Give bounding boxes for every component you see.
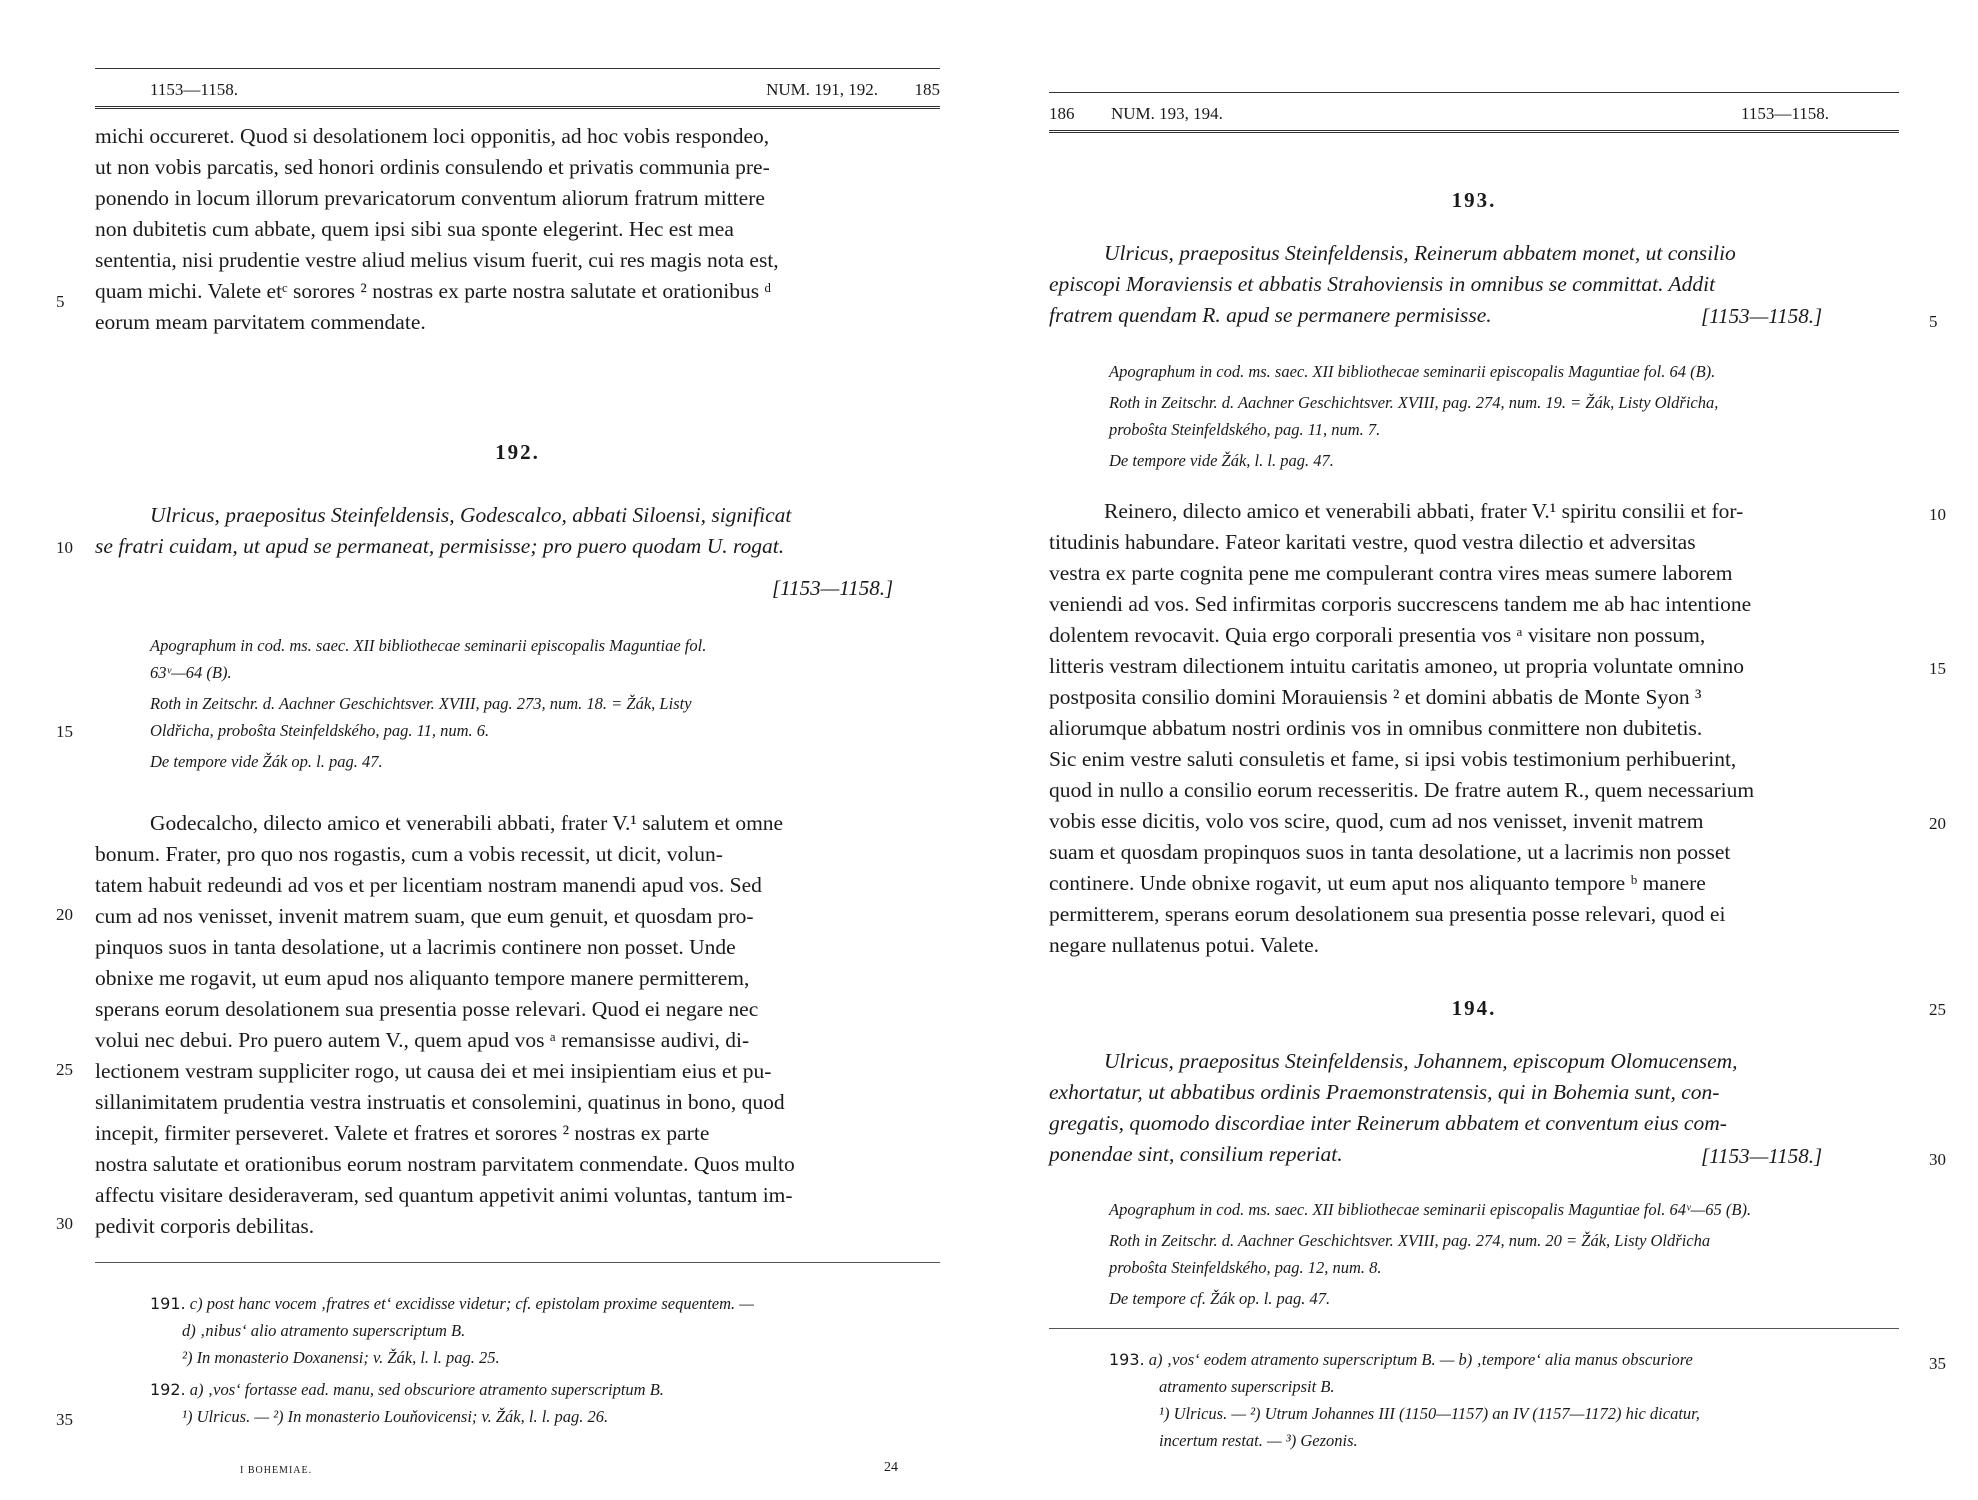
line-number: 25 (1929, 1000, 1946, 1019)
summary-line: Ulricus, praepositus Steinfeldensis, Johannem, episcopum Olomucensem, (1104, 1049, 1738, 1073)
body-line: permitterem, sperans eorum desolationem sua presentia posse relevari, quod ei (1049, 902, 1726, 926)
footnote-line: c) post hanc vocem ‚fratres et‘ excidisse videtur; cf. epistolam proxime sequentem. — (189, 1294, 754, 1313)
footnote-cont (150, 1317, 940, 1371)
body-line: cum ad nos venisset, invenit matrem suam, que eum genuit, et quosdam pro- (95, 904, 754, 928)
body-line: litteris vestram dilectionem intuitu caritatis amoneo, ut propria voluntate omnino (1049, 654, 1745, 678)
footnote-rule (95, 1262, 940, 1263)
footnote-number: 191. (150, 1294, 186, 1313)
body-line: sillanimitatem prudentia vestra instruatis et consolemini, quatinus in bono, quod (95, 1090, 785, 1114)
text-line: ut non vobis parcatis, sed honori ordinis consulendo et privatis communia pre- (95, 155, 770, 179)
line-number: 30 (1929, 1150, 1946, 1169)
body-line: continere. Unde obnixe rogavit, ut eum aput nos aliquanto tempore ᵇ manere (1049, 871, 1706, 895)
body-line: incepit, firmiter perseveret. Valete et fratres et sorores ² nostras ex parte (95, 1121, 710, 1145)
footnote-line: a) ‚vos‘ fortasse ead. manu, sed obscuriore atramento superscriptum B. (189, 1380, 664, 1399)
body-line: sperans eorum desolationem sua presentia posse relevari. Quod ei negare nec (95, 997, 759, 1021)
header-nums: NUM. 193, 194. (1111, 104, 1223, 123)
summary-line: Ulricus, praepositus Steinfeldensis, Godescalco, abbati Siloensi, significat (150, 503, 792, 527)
footnote-line: d) ‚nibus‘ alio atramento superscriptum B. (182, 1321, 466, 1340)
body-line: titudinis habundare. Fateor karitati vestre, quod vestra dilectio et adversitas (1049, 530, 1696, 554)
body-line: pinquos suos in tanta desolatione, ut a lacrimis continere non posset. Unde (95, 935, 736, 959)
body-line: nostra salutate et orationibus eorum nostram parvitatem conmendate. Quos multo (95, 1152, 795, 1176)
letter-number-193: 193. (1451, 188, 1497, 212)
right-page (989, 0, 1978, 1500)
apparatus-line: Apographum in cod. ms. saec. XII bibliothecae seminarii episcopalis Maguntiae fol. 64ᵛ—65 (B). (1109, 1200, 1752, 1219)
apparatus-line: Apographum in cod. ms. saec. XII bibliothecae seminarii episcopalis Maguntiae fol. 64 (B). (1109, 362, 1716, 381)
apparatus-line: Oldřicha, proboŝta Steinfeldského, pag. 11, num. 6. (150, 721, 490, 740)
body-192 (95, 808, 940, 1242)
footnote-number: 193. (1109, 1350, 1145, 1369)
line-number: 5 (56, 292, 65, 311)
body-line: bonum. Frater, pro quo nos rogastis, cum a vobis recessit, ut dicit, volun- (95, 842, 723, 866)
footnote-line: incertum restat. — ³) Gezonis. (1159, 1431, 1358, 1450)
body-193 (1049, 496, 1899, 961)
apparatus-line: De tempore vide Žák op. l. pag. 47. (150, 752, 383, 771)
footnote-rule (1049, 1328, 1899, 1329)
footnote-cont (150, 1403, 940, 1430)
summary-line: gregatis, quomodo discordiae inter Reinerum abbatem et conventum eius com- (1049, 1111, 1727, 1135)
body-line: pedivit corporis debilitas. (95, 1214, 315, 1238)
footnote-line: a) ‚vos‘ eodem atramento superscriptum B. — b) ‚tempore‘ alia manus obscuriore (1148, 1350, 1693, 1369)
apparatus-line: proboŝta Steinfeldského, pag. 12, num. 8. (1109, 1258, 1382, 1277)
header-rule-bottom (1049, 130, 1899, 133)
text-line: sententia, nisi prudentie vestre aliud melius visum fuerit, cui res magis nota est, (95, 248, 779, 272)
text-line: ponendo in locum illorum prevaricatorum conventum aliorum fratrum mittere (95, 186, 765, 210)
body-line: veniendi ad vos. Sed infirmitas corporis succrescens tandem me ab hac intentione (1049, 592, 1752, 616)
line-number: 5 (1929, 312, 1938, 331)
body-line: affectu visitare desideraveram, sed quantum appetivit animi voluntas, tantum im- (95, 1183, 793, 1207)
body-line: quod in nullo a consilio eorum recesseritis. De fratre autem R., quem necessarium (1049, 778, 1755, 802)
letter-number-192: 192. (495, 440, 540, 464)
apparatus-line: Roth in Zeitschr. d. Aachner Geschichtsver. XVIII, pag. 273, num. 18. = Žák, Listy (150, 694, 692, 713)
apparatus-line: De tempore cf. Žák op. l. pag. 47. (1109, 1289, 1331, 1308)
apparatus-line: Roth in Zeitschr. d. Aachner Geschichtsver. XVIII, pag. 274, num. 19. = Žák, Listy Oldřicha, (1109, 393, 1719, 412)
footnote-line: ¹) Ulricus. — ²) Utrum Johannes III (1150—1157) an IV (1157—1172) hic dicatur, (1159, 1404, 1700, 1423)
apparatus-line: De tempore vide Žák, l. l. pag. 47. (1109, 451, 1334, 470)
letter-number-194: 194. (1451, 996, 1497, 1020)
text-line: michi occureret. Quod si desolationem loci opponitis, ad hoc vobis respondeo, (95, 124, 770, 148)
line-number: 15 (56, 722, 73, 741)
line-number: 25 (56, 1060, 73, 1079)
line-number: 30 (56, 1214, 73, 1233)
header-right-group (766, 80, 940, 100)
footnotes-191 (150, 1290, 940, 1371)
summary-line: Ulricus, praepositus Steinfeldensis, Reinerum abbatem monet, ut consilio (1104, 241, 1736, 265)
footnote-cont (1109, 1373, 1899, 1454)
date-192: [1153—1158.] (772, 576, 894, 600)
footnote-line: ²) In monasterio Doxanensi; v. Žák, l. l. pag. 25. (182, 1348, 500, 1367)
header-years: 1153—1158. (1741, 104, 1829, 123)
footnote-number: 192. (150, 1380, 186, 1399)
body-line: dolentem revocavit. Quia ergo corporali presentia vos ᵃ visitare non possum, (1049, 623, 1706, 647)
apparatus-line: Roth in Zeitschr. d. Aachner Geschichtsver. XVIII, pag. 274, num. 20 = Žák, Listy Oldřicha (1109, 1231, 1711, 1250)
text-line: quam michi. Valete etᶜ sorores ² nostras ex parte nostra salutate et orationibus ᵈ (95, 279, 772, 303)
apparatus-line: proboŝta Steinfeldského, pag. 11, num. 7. (1109, 420, 1381, 439)
header-nums: NUM. 191, 192. (766, 80, 878, 99)
apparatus-192 (150, 632, 940, 775)
line-number: 20 (56, 905, 73, 924)
footnote-line: ¹) Ulricus. — ²) In monasterio Louňovicensi; v. Žák, l. l. pag. 26. (182, 1407, 609, 1426)
body-line: postposita consilio domini Morauiensis ² et domini abbatis de Monte Syon ³ (1049, 685, 1702, 709)
header-rule-bottom (95, 106, 940, 109)
line-number: 15 (1929, 659, 1946, 678)
header-rule-top (1049, 92, 1899, 93)
header-rule-top (95, 68, 940, 69)
header-years: 1153—1158. (150, 80, 238, 99)
body-line: tatem habuit redeundi ad vos et per licentiam nostram manendi apud vos. Sed (95, 873, 762, 897)
apparatus-line: 63ᵛ—64 (B). (150, 663, 232, 682)
apparatus-194 (1109, 1196, 1899, 1312)
line-number: 10 (1929, 505, 1946, 524)
line-number: 10 (56, 538, 73, 557)
summary-line: se fratri cuidam, ut apud se permaneat, permisisse; pro puero quodam U. rogat. (95, 534, 785, 558)
body-line: aliorumque abbatum nostri ordinis vos in omnibus conmittere non dubitetis. (1049, 716, 1703, 740)
body-line: Godecalcho, dilecto amico et venerabili abbati, frater V.¹ salutem et omne (150, 811, 784, 835)
apparatus-193 (1109, 358, 1899, 474)
body-line: lectionem vestram suppliciter rogo, ut causa dei et mei insipientiam eius et pu- (95, 1059, 772, 1083)
body-line: obnixe me rogavit, ut eum apud nos aliquanto tempore manere permitterem, (95, 966, 750, 990)
text-line: non dubitetis cum abbate, quem ipsi sibi sua sponte elegerint. Hec est mea (95, 217, 734, 241)
body-line: Sic enim vestre saluti consuletis et fame, si ipsi vobis testimonium perhibuerint, (1049, 747, 1737, 771)
body-line: suam et quosdam propinquos suos in tanta desolatione, ut a lacrimis non posset (1049, 840, 1731, 864)
footnotes-192 (150, 1376, 940, 1430)
line-number: 35 (56, 1410, 73, 1429)
printer-signature: I BOHEMIAE. (240, 1465, 313, 1476)
footnote-line: atramento superscripsit B. (1159, 1377, 1335, 1396)
date-193: [1153—1158.] (1701, 304, 1823, 328)
apparatus-line: Apographum in cod. ms. saec. XII bibliothecae seminarii episcopalis Maguntiae fol. (150, 636, 707, 655)
header-page-number: 185 (914, 80, 940, 99)
line-number: 35 (1929, 1354, 1946, 1373)
right-running-header (1049, 104, 1829, 124)
header-left-group (1049, 104, 1223, 124)
summary-line: ponendae sint, consilium reperiat. (1049, 1142, 1343, 1166)
footnotes-193 (1109, 1346, 1899, 1454)
left-running-header (150, 80, 940, 100)
text-line: eorum meam parvitatem commendate. (95, 310, 426, 334)
header-page-number: 186 (1049, 104, 1075, 123)
line-number: 20 (1929, 814, 1946, 833)
body-line: volui nec debui. Pro puero autem V., quem apud vos ᵃ remansisse audivi, di- (95, 1028, 750, 1052)
summary-line: fratrem quendam R. apud se permanere permisisse. (1049, 303, 1492, 327)
sheet-number: 24 (884, 1460, 898, 1475)
body-line: Reinero, dilecto amico et venerabili abbati, frater V.¹ spiritu consilii et for- (1104, 499, 1744, 523)
continuation-text (95, 121, 940, 338)
body-line: vobis esse dicitis, volo vos scire, quod, cum ad nos venisset, invenit matrem (1049, 809, 1704, 833)
body-line: vestra ex parte cognita pene me compulerant contra vires meas sumere laborem (1049, 561, 1733, 585)
summary-line: exhortatur, ut abbatibus ordinis Praemonstratensis, qui in Bohemia sunt, con- (1049, 1080, 1720, 1104)
date-194: [1153—1158.] (1701, 1144, 1823, 1168)
summary-192 (95, 500, 940, 562)
summary-line: episcopi Moraviensis et abbatis Strahoviensis in omnibus se committat. Addit (1049, 272, 1716, 296)
body-line: negare nullatenus potui. Valete. (1049, 933, 1320, 957)
